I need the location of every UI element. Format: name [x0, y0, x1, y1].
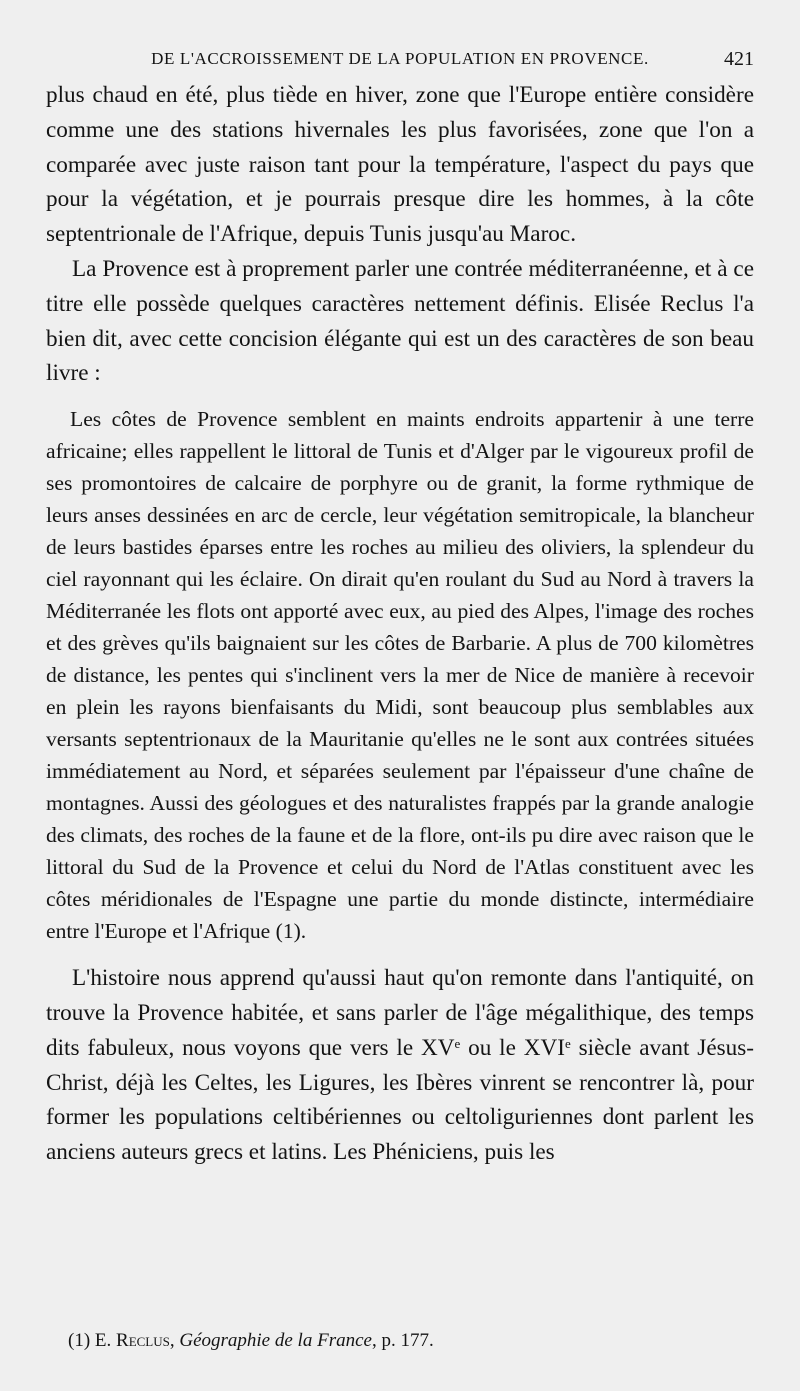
running-title: DE L'ACCROISSEMENT DE LA POPULATION EN PROVENCE.	[151, 49, 649, 68]
block-quote	[46, 403, 754, 947]
page-number: 421	[724, 48, 754, 70]
superscript-e: e	[454, 1035, 461, 1051]
history-text-1: L'histoire nous apprend qu'aussi haut qu'on remonte dans l'antiquité, on trouve la Provence habitée, et sans parler de l'âge mégalithique, des temps dits fabuleux, nous voyons que vers le XV	[46, 965, 754, 1061]
footnote-marker: (1) E.	[68, 1330, 112, 1351]
footnote-work: Géographie de la France	[179, 1330, 372, 1351]
body-text	[46, 78, 754, 1170]
footnote-author: Reclus	[116, 1330, 170, 1351]
superscript-e: e	[564, 1035, 571, 1051]
running-head	[46, 40, 754, 78]
paragraph-provence: La Provence est à proprement parler une contrée méditerranéenne, et à ce titre elle possède quelques caractères nettement définis. Elisée Reclus l'a bien dit, avec cette concision élégante qui est un des caractères de son beau livre :	[46, 255, 754, 387]
quote-paragraph: Les côtes de Provence semblent en maints endroits appartenir à une terre africaine; elles rappellent le littoral de Tunis et d'Alger par le vigoureux profil de ses promontoires de calcaire de porphyre ou de granit, la forme rythmique de leurs anses dessinées en arc de cercle, leur végétation semitropicale, la blancheur de leurs bastides éparses entre les roches au milieu des oliviers, la splendeur du ciel rayonnant qui les éclaire. On dirait qu'en roulant du Sud au Nord à travers la Méditerranée les flots ont apporté avec eux, au pied des Alpes, l'image des roches et des grèves qu'ils baignaient sur les côtes de Barbarie. A plus de 700 kilomètres de distance, les pentes qui s'inclinent vers la mer de Nice de manière à recevoir en plein les rayons bienfaisants du Midi, sont beaucoup plus semblables aux versants septentrionaux de la Mauritanie qu'elles ne le sont aux contrées situées immédiatement au Nord, et séparées seulement par l'épaisseur d'une chaîne de montagnes. Aussi des géologues et des naturalistes frappés par la grande analogie des climats, des roches de la faune et de la flore, ont-ils pu dire avec raison que le littoral du Sud de la Provence et celui du Nord de l'Atlas constituent avec les côtes méridionales de l'Espagne une partie du monde distincte, intermédiaire entre l'Europe et l'Afrique (1).	[46, 407, 754, 944]
paragraph-history	[46, 961, 754, 1170]
footnote-page: , p. 177.	[371, 1330, 434, 1351]
history-text-2: ou le XVI	[460, 1034, 565, 1061]
footnote: (1) E. Reclus, Géographie de la France, p. 177.	[68, 1330, 434, 1351]
history-text-3: siècle avant Jésus-Christ, déjà les Celtes, les Ligures, les Ibères vinrent se rencontrer là, pour former les populations celtibériennes ou celtoliguriennes dont parlent les anciens auteurs grecs et latins. Les Phéniciens, puis les	[46, 1034, 754, 1166]
paragraph-continued: plus chaud en été, plus tiède en hiver, zone que l'Europe entière considère comme une des stations hivernales les plus favorisées, zone que l'on a comparée avec juste raison tant pour la température, l'aspect du pays que pour la végétation, et je pourrais presque dire les hommes, à la côte septentrionale de l'Afrique, depuis Tunis jusqu'au Maroc.	[46, 82, 754, 248]
